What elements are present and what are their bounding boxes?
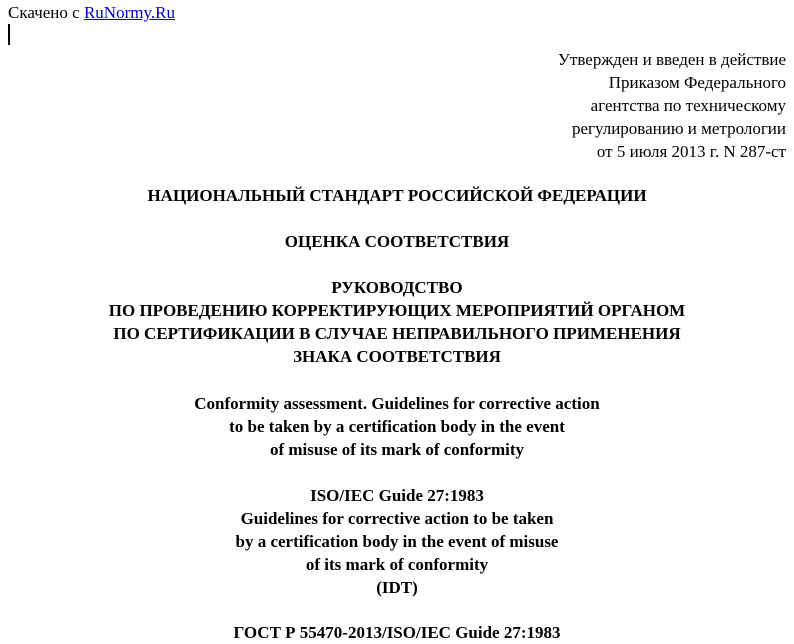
iso-reference-line: ISO/IEC Guide 27:1983 bbox=[310, 486, 484, 505]
iso-reference-line: by a certification body in the event of misuse bbox=[235, 532, 559, 551]
iso-reference-line: (IDT) bbox=[376, 578, 418, 597]
category-heading bbox=[0, 230, 794, 253]
standard-type-heading bbox=[0, 184, 794, 207]
russian-title-line: ПО СЕРТИФИКАЦИИ В СЛУЧАЕ НЕПРАВИЛЬНОГО ПРИМЕНЕНИЯ bbox=[113, 324, 681, 343]
gost-code-heading bbox=[0, 621, 794, 644]
russian-title-line: РУКОВОДСТВО bbox=[331, 278, 463, 297]
approval-line: Утвержден и введен в действие bbox=[557, 50, 786, 69]
gost-code-text: ГОСТ Р 55470-2013/ISO/IEC Guide 27:1983 bbox=[233, 623, 561, 642]
english-title-line: to be taken by a certification body in the event bbox=[229, 417, 565, 436]
approval-line: Приказом Федерального bbox=[608, 73, 786, 92]
approval-block bbox=[558, 48, 786, 163]
download-source-line bbox=[8, 2, 175, 24]
iso-reference-line: of its mark of conformity bbox=[305, 555, 489, 574]
downloaded-prefix: Скачено с bbox=[8, 3, 80, 22]
approval-line: регулированию и метрологии bbox=[571, 119, 786, 138]
russian-title-line: ПО ПРОВЕДЕНИЮ КОРРЕКТИРУЮЩИХ МЕРОПРИЯТИЙ ОРГАНОМ bbox=[108, 301, 686, 320]
english-title bbox=[0, 392, 794, 461]
iso-reference-block bbox=[0, 484, 794, 599]
runormy-link[interactable]: RuNormy.Ru bbox=[83, 3, 175, 22]
english-title-line: of misuse of its mark of conformity bbox=[269, 440, 524, 459]
category-text: ОЦЕНКА СООТВЕТСТВИЯ bbox=[284, 232, 510, 251]
english-title-line: Conformity assessment. Guidelines for corrective action bbox=[194, 394, 600, 413]
iso-reference-line: Guidelines for corrective action to be taken bbox=[240, 509, 554, 528]
standard-type-text: НАЦИОНАЛЬНЫЙ СТАНДАРТ РОССИЙСКОЙ ФЕДЕРАЦИИ bbox=[147, 186, 647, 205]
approval-line: агентства по техническому bbox=[590, 96, 786, 115]
russian-title-line: ЗНАКА СООТВЕТСТВИЯ bbox=[293, 347, 501, 366]
russian-title bbox=[0, 276, 794, 368]
approval-line: от 5 июля 2013 г. N 287-ст bbox=[596, 142, 786, 161]
text-cursor bbox=[8, 24, 10, 45]
